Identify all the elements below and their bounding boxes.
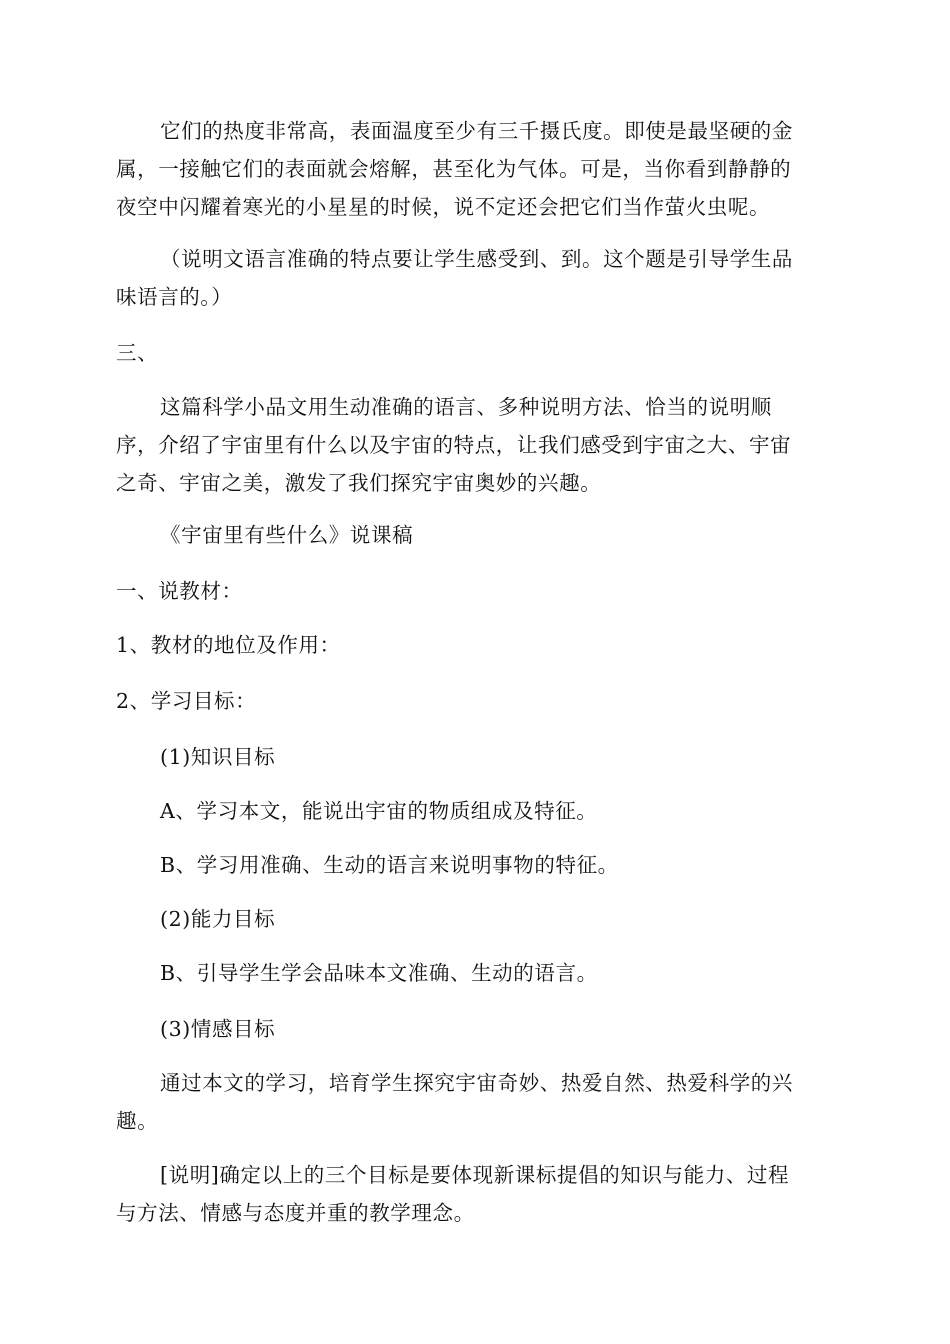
- subheading-text: (1)知识目标: [160, 745, 276, 769]
- subheading-emotion-goal: [116, 1010, 836, 1048]
- subheading-ability-goal: [116, 900, 836, 938]
- goal-text: B、引导学生学会品味本文准确、生动的语言。: [160, 961, 598, 985]
- goal-text: A、学习本文，能说出宇宙的物质组成及特征。: [160, 799, 598, 823]
- paragraph-line: （说明文语言准确的特点要让学生感受到、到。这个题是引导学生品: [160, 247, 793, 271]
- list-item-2: [116, 682, 836, 720]
- subheading-text: (3)情感目标: [160, 1017, 276, 1041]
- section-heading-three: [116, 334, 836, 372]
- title-text: 《宇宙里有些什么》说课稿: [160, 523, 414, 547]
- paragraph-line: 通过本文的学习，培育学生探究宇宙奇妙、热爱自然、热爱科学的兴: [160, 1071, 793, 1095]
- paragraph-line: 序，介绍了宇宙里有什么以及宇宙的特点，让我们感受到宇宙之大、宇宙: [116, 433, 792, 457]
- paragraph-summary: [116, 388, 836, 502]
- paragraph-line: 味语言的。）: [116, 285, 233, 309]
- list-item-1: [116, 626, 836, 664]
- paragraph-line: 属，一接触它们的表面就会熔解，甚至化为气体。可是，当你看到静静的: [116, 157, 792, 181]
- goal-text: B、学习用准确、生动的语言来说明事物的特征。: [160, 853, 619, 877]
- paragraph-line: 趣。: [116, 1109, 159, 1133]
- paragraph-line: 它们的热度非常高，表面温度至少有三千摄氏度。即使是最坚硬的金: [160, 119, 793, 143]
- subheading-knowledge-goal: [116, 738, 836, 776]
- paragraph-line: 这篇科学小品文用生动准确的语言、多种说明方法、恰当的说明顺: [160, 395, 772, 419]
- paragraph-emotion-goal: [116, 1064, 836, 1140]
- paragraph-teaching-note: [116, 240, 836, 316]
- subheading-text: (2)能力目标: [160, 907, 276, 931]
- paragraph-line: 与方法、情感与态度并重的教学理念。: [116, 1201, 475, 1225]
- goal-item-b: [116, 846, 836, 884]
- paragraph-line: 夜空中闪耀着寒光的小星星的时候，说不定还会把它们当作萤火虫呢。: [116, 195, 771, 219]
- paragraph-explanation: [116, 1156, 836, 1232]
- section-heading-teaching-material: [116, 572, 836, 610]
- goal-item-ability-b: [116, 954, 836, 992]
- paragraph-line: 之奇、宇宙之美，激发了我们探究宇宙奥妙的兴趣。: [116, 471, 602, 495]
- paragraph-star-heat: [116, 112, 836, 226]
- list-item-text: 2、学习目标：: [116, 689, 257, 713]
- goal-item-a: [116, 792, 836, 830]
- list-item-text: 1、教材的地位及作用：: [116, 633, 341, 657]
- paragraph-line: [说明]确定以上的三个目标是要体现新课标提倡的知识与能力、过程: [160, 1163, 790, 1187]
- heading-text: 三、: [116, 341, 159, 365]
- document-title: [116, 516, 836, 554]
- heading-text: 一、说教材：: [116, 579, 243, 603]
